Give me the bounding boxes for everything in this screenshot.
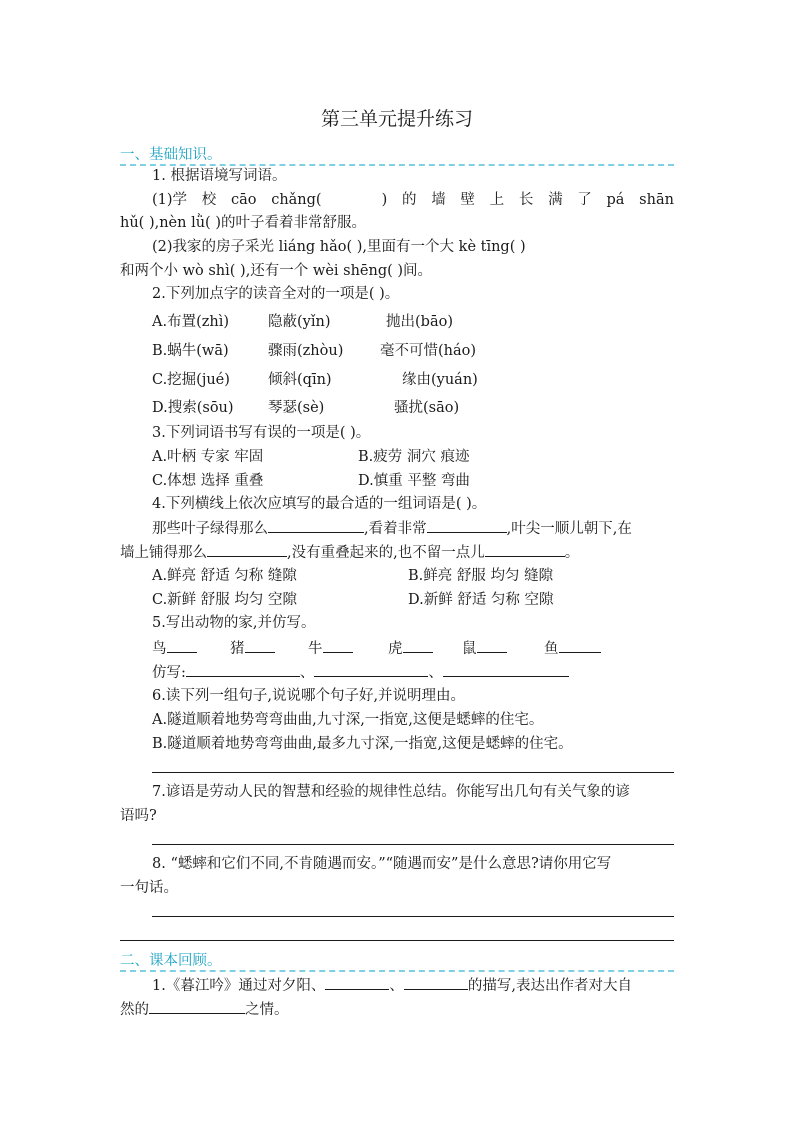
review-question-1-line-2 <box>120 999 289 1020</box>
word: (1)学 <box>152 192 188 208</box>
question-4-options-row-2 <box>152 590 554 610</box>
question-3-option-d[interactable]: D.慎重 平整 弯曲 <box>358 473 470 489</box>
question-1-prompt: 1. 根据语境写词语。 <box>152 168 287 184</box>
review-question-1-line-1 <box>152 975 632 996</box>
fill-blank[interactable] <box>403 638 433 653</box>
animal-name: 虎 <box>388 641 403 657</box>
question-3-option-b[interactable]: B.疲劳 洞穴 痕迹 <box>358 449 470 465</box>
text: 。 <box>564 545 580 561</box>
animal-name: 牛 <box>308 641 323 657</box>
question-4-text-line-2 <box>120 542 579 563</box>
option-item: 骚扰(sāo) <box>394 400 460 416</box>
animal-name: 猪 <box>230 641 245 657</box>
word: 校 <box>201 192 217 208</box>
pinyin: cāo <box>230 192 257 208</box>
question-5-imitate-row <box>152 662 569 683</box>
text: 然的 <box>120 1002 149 1018</box>
question-2-option-a[interactable] <box>152 312 453 332</box>
option-item: 抛出(bāo) <box>386 314 453 330</box>
fill-blank[interactable] <box>427 518 507 533</box>
fill-blank[interactable] <box>245 638 275 653</box>
text: ,没有重叠起来的,也不留一点儿 <box>287 545 485 561</box>
pinyin: shān <box>639 192 674 208</box>
option-item: B.蜗牛(wā) <box>152 343 229 359</box>
question-5-prompt: 5.写出动物的家,并仿写。 <box>152 615 316 631</box>
question-6-sentence-b: B.隧道顺着地势弯弯曲曲,最多九寸深,一指宽,这便是蟋蟀的住宅。 <box>152 736 573 752</box>
word: 的 <box>401 192 417 208</box>
animal-name: 鱼 <box>544 641 559 657</box>
question-4-option-b[interactable]: B.鲜亮 舒服 均匀 缝隙 <box>408 568 554 584</box>
option-item: 琴瑟(sè) <box>268 400 325 416</box>
pinyin-blank-group <box>271 190 387 210</box>
option-item: C.挖掘(jué) <box>152 372 230 388</box>
word: 壁 <box>460 192 475 208</box>
question-3-option-c[interactable]: C.体想 选择 重叠 <box>152 473 264 489</box>
pinyin: chǎng( <box>271 192 322 208</box>
fill-blank[interactable] <box>268 518 364 533</box>
question-6-sentence-a: A.隧道顺着地势弯弯曲曲,九寸深,一指宽,这便是蟋蟀的住宅。 <box>152 712 544 728</box>
paren: ) <box>381 192 388 208</box>
animal-item <box>230 638 308 659</box>
page-title: 第三单元提升练习 <box>320 108 473 130</box>
text: 那些叶子绿得那么 <box>152 521 268 537</box>
separator: 、 <box>299 665 315 681</box>
answer-line[interactable] <box>152 916 674 917</box>
question-2-option-c[interactable] <box>152 370 478 390</box>
option-item: D.搜索(sōu) <box>152 400 234 416</box>
fill-blank[interactable] <box>477 638 507 653</box>
question-1-part-1-line-1 <box>152 190 674 210</box>
answer-line[interactable] <box>120 940 674 941</box>
text: 、 <box>389 978 404 994</box>
option-item: 倾斜(qīn) <box>268 372 332 388</box>
question-4-option-d[interactable]: D.新鲜 舒适 匀称 空隙 <box>408 592 554 608</box>
option-item: 缘由(yuán) <box>402 372 478 388</box>
question-4-option-c[interactable]: C.新鲜 舒服 均匀 空隙 <box>152 592 298 608</box>
question-4-text-line-1 <box>152 518 632 539</box>
option-item: A.布置(zhì) <box>152 314 230 330</box>
question-6-prompt: 6.读下列一组句子,说说哪个句子好,并说明理由。 <box>152 688 466 704</box>
question-8-line-2: 一句话。 <box>120 880 178 896</box>
animal-item <box>388 638 462 659</box>
text: ,叶尖一顺儿朝下,在 <box>506 521 632 537</box>
option-item: 骤雨(zhòu) <box>268 343 344 359</box>
option-item: 毫不可惜(háo) <box>380 343 477 359</box>
fill-blank[interactable] <box>167 638 197 653</box>
question-4-prompt: 4.下列横线上依次应填写的最合适的一组词语是( )。 <box>152 496 487 512</box>
animal-item <box>462 638 544 659</box>
text: 1.《暮江吟》通过对夕阳、 <box>152 978 326 994</box>
question-7-line-2: 语吗? <box>120 808 157 824</box>
option-item: 隐蔽(yǐn) <box>268 314 331 330</box>
question-1-part-2-line-1: (2)我家的房子采光 liáng hǎo( ),里面有一个大 kè tīng( ) <box>152 239 526 255</box>
question-3-options-row-2 <box>152 471 470 491</box>
question-3-options-row-1 <box>152 447 469 467</box>
fill-blank[interactable] <box>323 638 353 653</box>
question-1-part-1-line-2: hǔ( ),nèn lǜ( )的叶子看着非常舒服。 <box>120 215 366 231</box>
word: 上 <box>489 192 505 208</box>
animal-item <box>544 638 601 659</box>
question-3-prompt: 3.下列词语书写有误的一项是( )。 <box>152 425 371 441</box>
answer-line[interactable] <box>152 772 674 773</box>
text: 的描写,表达出作者对大自 <box>467 978 632 994</box>
imitate-label: 仿写: <box>152 665 186 681</box>
text: ,看着非常 <box>364 521 427 537</box>
animal-item <box>152 638 230 659</box>
text: 之情。 <box>245 1002 289 1018</box>
question-1-part-2-line-2: 和两个小 wò shì( ),还有一个 wèi shēng( )间。 <box>120 263 433 279</box>
question-4-options-row-1 <box>152 566 553 586</box>
fill-blank[interactable] <box>559 638 601 653</box>
pinyin: pá <box>606 192 625 208</box>
animal-name: 鼠 <box>462 641 477 657</box>
fill-blank[interactable] <box>404 975 468 990</box>
question-8-line-1: 8. “蟋蟀和它们不同,不肯随遇而安。”“随遇而安”是什么意思?请你用它写 <box>152 856 612 872</box>
fill-blank[interactable] <box>443 662 569 677</box>
question-3-option-a[interactable]: A.叶柄 专家 牢固 <box>152 449 264 465</box>
fill-blank[interactable] <box>186 662 300 677</box>
fill-blank[interactable] <box>314 662 428 677</box>
word: 长 <box>518 192 534 208</box>
fill-blank[interactable] <box>207 542 287 557</box>
text: 墙上铺得那么 <box>120 545 207 561</box>
question-4-option-a[interactable]: A.鲜亮 舒适 匀称 缝隙 <box>152 568 297 584</box>
question-5-animals-row <box>152 638 601 659</box>
separator: 、 <box>428 665 443 681</box>
section-heading-basics: 一、基础知识。 <box>120 147 222 163</box>
question-2-option-d[interactable] <box>152 398 459 418</box>
section-divider <box>120 970 674 972</box>
fill-blank[interactable] <box>149 999 245 1014</box>
question-2-option-b[interactable] <box>152 341 476 361</box>
section-heading-review: 二、课本回顾。 <box>120 953 222 969</box>
animal-name: 鸟 <box>152 641 167 657</box>
answer-line[interactable] <box>152 844 674 845</box>
word: 满 <box>548 192 563 208</box>
word: 了 <box>577 192 592 208</box>
word: 墙 <box>431 192 446 208</box>
fill-blank[interactable] <box>485 542 565 557</box>
question-2-prompt: 2.下列加点字的读音全对的一项是( )。 <box>152 286 400 302</box>
question-7-line-1: 7.谚语是劳动人民的智慧和经验的规律性总结。你能写出几句有关气象的谚 <box>152 784 630 800</box>
fill-blank[interactable] <box>325 975 389 990</box>
animal-item <box>308 638 388 659</box>
